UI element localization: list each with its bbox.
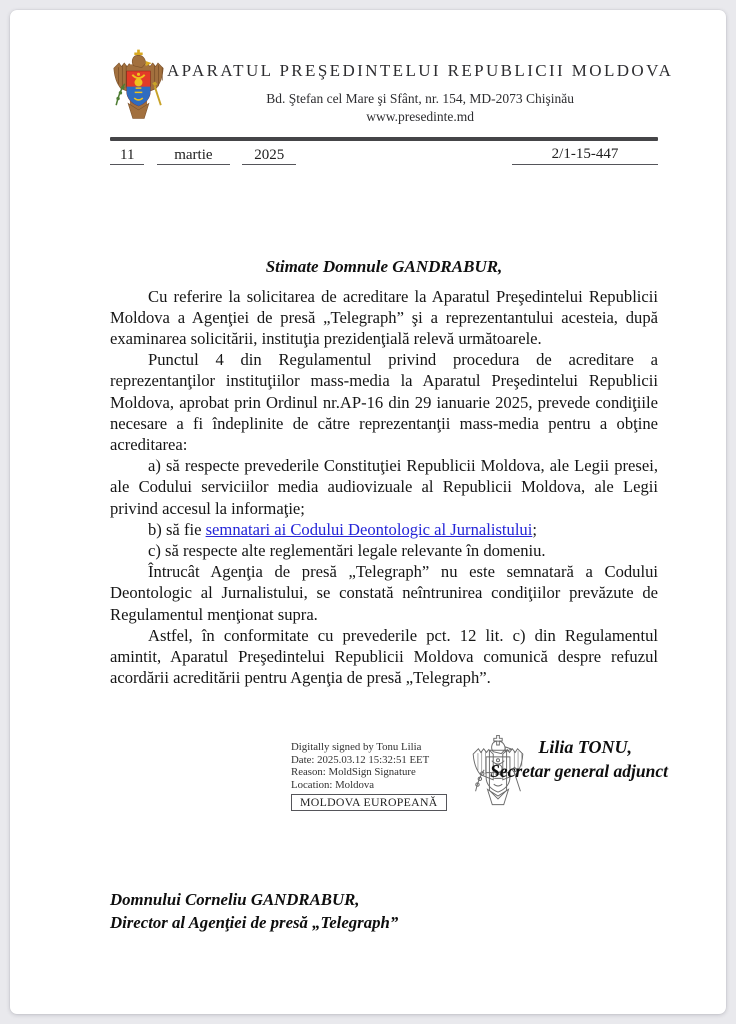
letterhead-text [167,48,673,125]
recipient-title: Director al Agenţiei de presă „Telegraph” [110,912,399,932]
paragraph-finding: Întrucât Agenţia de presă „Telegraph” nu este semnatară a Codului Deontologic al Jurnalistului, se constată neîntrunirea condiţiilor prevăzute de Regulamentul menţionat supra. [110,562,658,624]
list-item-b-prefix: b) să fie [148,519,206,539]
org-address: Bd. Ştefan cel Mare şi Sfânt, nr. 154, MD-2073 Chişinău [266,91,575,106]
date-year: 2025 [242,147,296,165]
digital-signature-line: Reason: MoldSign Signature [291,766,416,779]
reference-number: 2/1-15-447 [512,146,658,165]
moldova-europeana-badge: MOLDOVA EUROPEANĂ [291,794,447,811]
recipient-name: Domnului Corneliu GANDRABUR, [110,890,360,910]
letter-document [10,10,726,1014]
digital-signature-line: Digitally signed by Tonu Lilia [291,741,422,754]
digital-signature-line: Location: Moldova [291,778,375,791]
header-divider [110,137,658,141]
list-item-a: a) să respecte prevederile Constituţiei Republicii Moldova, ale Legii presei, ale Codului serviciilor media audiovizuale al Republicii Moldova, ale Legii privind accesul la informaţie; [110,456,658,518]
deontology-code-link[interactable]: semnatari ai Codului Deontologic al Jurnalistului [205,519,533,539]
date-month: martie [157,147,229,165]
paragraph-regulation: Punctul 4 din Regulamentul privind procedura de acreditare a reprezentanţilor instituţiilor mass-media la Aparatul Preşedintelui Republicii Moldova, aprobat prin Ordinul nr.AP-16 din 29 ianuarie 2025, prevede condiţiile necesare a fi îndeplinite de către reprezentanţii mass-media pentru a obţine acreditarea: [110,350,658,454]
list-item-b [110,519,658,540]
digital-signature-stamp [291,741,481,811]
date-fields [110,147,305,165]
signatory-title: Secretar general adjunct [490,761,668,782]
salutation: Stimate Domnule GANDRABUR, [265,256,503,276]
list-item-b-suffix: ; [532,519,537,539]
signatory [490,737,668,782]
recipient-block [110,889,658,934]
list-item-c: c) să respecte alte reglementări legale relevante în domeniu. [148,540,546,560]
paragraph-decision: Astfel, în conformitate cu prevederile pct. 12 lit. c) din Regulamentul amintit, Aparatul Preşedintelui Republicii Moldova comunică despre refuzul acordării acreditării pentru Agenţia de presă „Telegraph”. [110,625,658,688]
date-reference-row [110,146,658,165]
letterhead [110,48,674,132]
signature-block [110,730,668,820]
org-name: APARATUL PREŞEDINTELUI REPUBLICII MOLDOVA [167,61,674,80]
date-day: 11 [110,147,144,165]
signatory-name: Lilia TONU, [538,737,632,758]
digital-signature-line: Date: 2025.03.12 15:32:51 EET [291,753,430,766]
moldova-coat-of-arms-icon [110,48,167,132]
letter-body [110,286,658,689]
org-website: www.presedinte.md [366,109,475,124]
paragraph-intro: Cu referire la solicitarea de acreditare la Aparatul Preşedintelui Republicii Moldova a Agenţiei de presă „Telegraph” şi a reprezentantului acesteia, după examinarea solicitării, instituţia prezidenţială relevă următoarele. [110,286,658,348]
